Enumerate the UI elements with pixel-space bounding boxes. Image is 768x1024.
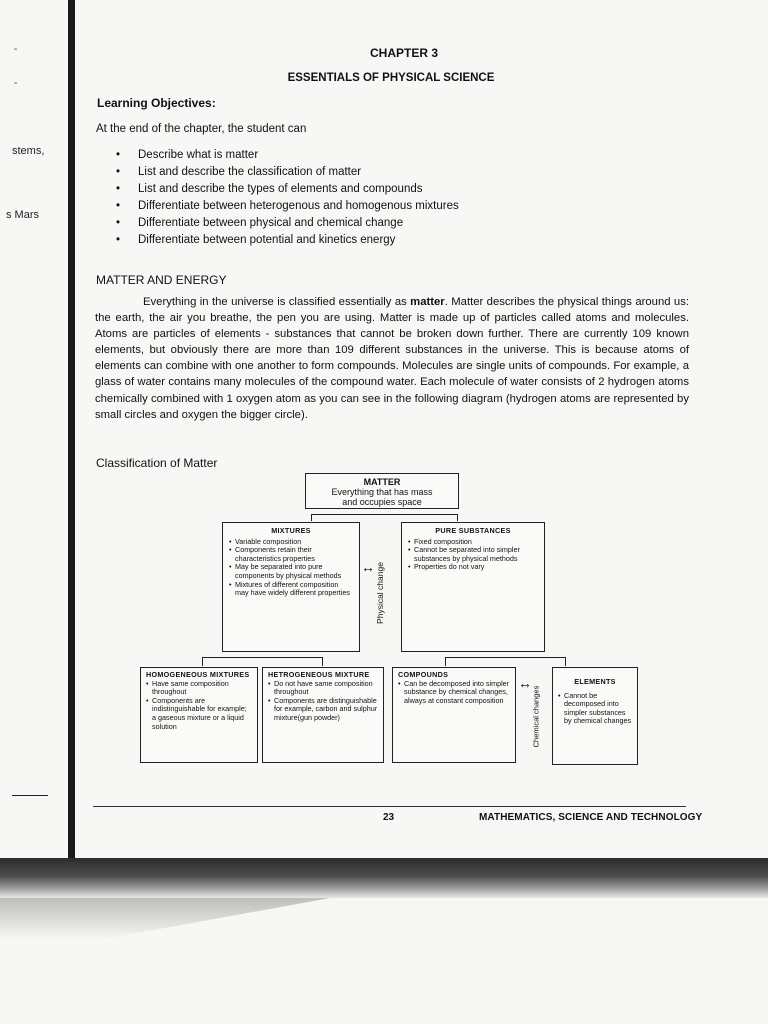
compounds-item: • Can be decomposed into simpler substance by chemical changes, always at constant composition — [398, 680, 510, 706]
mixtures-item: • Mixtures of different composition may have widely different properties — [229, 581, 353, 598]
margin-dash: - — [14, 78, 18, 89]
compounds-list — [398, 680, 510, 706]
margin-rule — [12, 795, 48, 796]
connector-line — [322, 657, 323, 666]
matter-line: Everything that has mass — [331, 487, 433, 497]
footer-rule — [93, 806, 686, 807]
diagram-title: Classification of Matter — [96, 456, 218, 470]
chemical-changes-label: Chemical changes — [531, 685, 541, 748]
pure-substances-item: • Fixed composition — [408, 538, 538, 547]
homogeneous-item: • Have same composition throughout — [146, 680, 252, 697]
page-number: 23 — [383, 812, 395, 823]
elements-title: ELEMENTS — [574, 677, 616, 686]
para-start: Everything in the universe is classified essentially as — [143, 296, 411, 308]
objective-item: • List and describe the types of elements and compounds — [116, 181, 459, 198]
para-bold-term: matter — [410, 296, 445, 308]
connector-line — [445, 657, 565, 658]
connector-line — [565, 657, 566, 666]
pure-substances-item: • Cannot be separated into simpler substances by physical methods — [408, 546, 538, 563]
objectives-heading: Learning Objectives: — [97, 96, 216, 110]
mixtures-list — [229, 538, 353, 598]
homogeneous-list — [146, 680, 252, 732]
heterogeneous-box — [262, 667, 384, 763]
pure-substances-title: PURE SUBSTANCES — [435, 526, 511, 535]
objective-item: • Differentiate between heterogenous and homogenous mixtures — [116, 198, 459, 215]
margin-dash: - — [14, 44, 18, 55]
elements-item: • Cannot be decomposed into simpler substances by chemical changes — [558, 692, 632, 726]
pure-substances-item: • Properties do not vary — [408, 563, 538, 572]
heterogeneous-list — [268, 680, 378, 723]
compounds-box — [392, 667, 516, 763]
footer-title: MATHEMATICS, SCIENCE AND TECHNOLOGY — [479, 812, 703, 823]
homogeneous-item: • Components are indistinguishable for example; a gaseous mixture or a liquid solution — [146, 697, 252, 731]
elements-list — [558, 692, 632, 726]
margin-text-fragment: s Mars — [6, 209, 39, 221]
objective-item: • Differentiate between physical and chemical change — [116, 215, 459, 232]
objective-item: • Describe what is matter — [116, 147, 459, 164]
matter-title: MATTER — [363, 477, 401, 487]
objectives-list — [116, 147, 459, 249]
homogeneous-title: HOMOGENEOUS MIXTURES — [146, 670, 250, 679]
connector-line — [311, 514, 312, 521]
objectives-intro: At the end of the chapter, the student can — [96, 123, 307, 135]
chapter-number: CHAPTER 3 — [369, 46, 438, 60]
double-arrow-icon: ↔ — [361, 559, 375, 575]
heterogeneous-item: • Do not have same composition throughout — [268, 680, 378, 697]
connector-line — [445, 657, 446, 666]
section-heading: MATTER AND ENERGY — [96, 273, 227, 287]
elements-box — [552, 667, 638, 765]
pure-substances-list — [408, 538, 538, 572]
heterogeneous-item: • Components are distinguishable for example, carbon and sulphur mixture(gun powder) — [268, 697, 378, 723]
heterogeneous-title: HETROGENEOUS MIXTURE — [268, 670, 370, 679]
mixtures-title: MIXTURES — [271, 526, 311, 535]
connector-line — [202, 657, 203, 666]
chapter-title: ESSENTIALS OF PHYSICAL SCIENCE — [287, 72, 495, 84]
body-paragraph — [95, 294, 689, 423]
double-arrow-icon: ↔ — [518, 675, 532, 691]
matter-box — [305, 473, 459, 509]
connector-line — [457, 514, 458, 521]
objective-item: • List and describe the classification of matter — [116, 164, 459, 181]
page-binding-edge — [68, 0, 75, 858]
para-rest: . Matter describes the physical things around us: the earth, the air you breathe, the pen you are using. Matter is made up of particles called atoms and molecules. Atoms are particles of elements - substances that cannot be broken down further. There are currently 109 known elements, but obviously there are more than 109 different substances in the universe. This is because atoms of elements can combine with one another to form compounds. Molecules are single units of compounds. For example, a glass of water contains many molecules of the compound water. Each molecule of water consists of 2 hydrogen atoms chemically combined with 1 oxygen atom as you can see in the following diagram (hydrogen atoms are represented by small circles and oxygen the bigger circle). — [95, 296, 689, 421]
scan-shadow-fade — [0, 898, 330, 940]
connector-line — [311, 514, 457, 515]
compounds-title: COMPOUNDS — [398, 670, 449, 679]
mixtures-item: • Variable composition — [229, 538, 353, 547]
mixtures-box — [222, 522, 360, 652]
mixtures-item: • Components retain their characteristics properties — [229, 546, 353, 563]
margin-text-fragment: stems, — [12, 145, 45, 157]
mixtures-item: • May be separated into pure components by physical methods — [229, 563, 353, 580]
connector-line — [202, 657, 322, 658]
matter-line: and occupies space — [342, 497, 422, 507]
homogeneous-box — [140, 667, 258, 763]
physical-change-label: Physical change — [375, 562, 385, 624]
objective-item: • Differentiate between potential and kinetics energy — [116, 232, 459, 249]
pure-substances-box — [401, 522, 545, 652]
scan-shadow — [0, 858, 768, 898]
